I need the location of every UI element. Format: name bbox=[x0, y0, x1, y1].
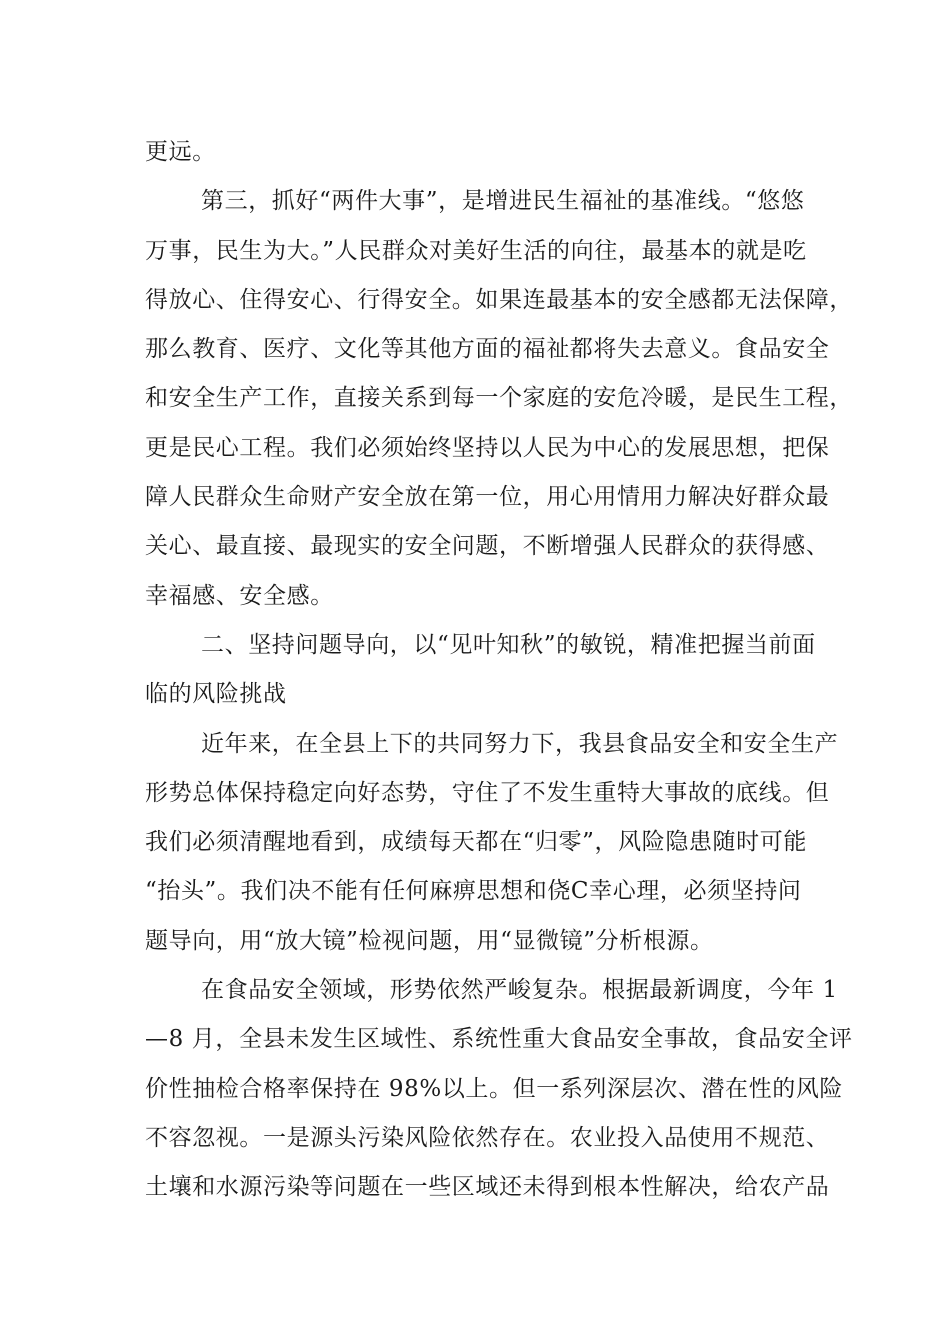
paragraph-start-line: 在食品安全领域，形势依然严峻复杂。根据最新调度，今年 1 bbox=[201, 977, 838, 1004]
text-line: 题导向，用“放大镜”检视问题，用“显微镜”分析根源。 bbox=[145, 927, 714, 954]
text-line: 那么教育、医疗、文化等其他方面的福祉都将失去意义。食品安全 bbox=[145, 336, 830, 363]
text-line: 价性抽检合格率保持在 98%以上。但一系列深层次、潜在性的风险 bbox=[145, 1075, 844, 1102]
text-line: 得放心、住得安心、行得安全。如果连最基本的安全感都无法保障， bbox=[145, 286, 853, 313]
text-line: —8 月，全县未发生区域性、系统性重大食品安全事故，食品安全评 bbox=[145, 1026, 853, 1053]
text-line: 我们必须清醒地看到，成绩每天都在“归零”，风险隐患随时可能 bbox=[145, 829, 807, 856]
text-line: “抬头”。我们决不能有任何麻痹思想和侥C幸心理，必须坚持问 bbox=[145, 878, 802, 905]
text-line: 形势总体保持稳定向好态势，守住了不发生重特大事故的底线。但 bbox=[145, 779, 830, 806]
text-line: 不容忽视。一是源头污染风险依然存在。农业投入品使用不规范、 bbox=[145, 1124, 830, 1151]
section-heading-line: 临的风险挑战 bbox=[145, 681, 287, 708]
text-line: 更远。 bbox=[145, 139, 216, 165]
paragraph-start-line: 第三，抓好“两件大事”，是增进民生福祉的基准线。“悠悠 bbox=[201, 188, 805, 215]
text-line: 幸福感、安全感。 bbox=[145, 582, 334, 609]
text-line: 土壤和水源污染等问题在一些区域还未得到根本性解决，给农产品 bbox=[145, 1174, 830, 1201]
text-line: 万事，民生为大。”人民群众对美好生活的向往，最基本的就是吃 bbox=[145, 237, 807, 264]
paragraph-start-line: 近年来，在全县上下的共同努力下，我县食品安全和安全生产 bbox=[201, 730, 839, 757]
section-heading-line: 二、坚持问题导向，以“见叶知秋”的敏锐，精准把握当前面 bbox=[201, 631, 816, 658]
text-line: 障人民群众生命财产安全放在第一位，用心用情用力解决好群众最 bbox=[145, 484, 830, 511]
text-line: 和安全生产工作，直接关系到每一个家庭的安危冷暖，是民生工程， bbox=[145, 385, 853, 412]
text-line: 更是民心工程。我们必须始终坚持以人民为中心的发展思想，把保 bbox=[145, 434, 830, 461]
document-body bbox=[145, 128, 853, 1213]
text-line: 关心、最直接、最现实的安全问题，不断增强人民群众的获得感、 bbox=[145, 533, 830, 560]
